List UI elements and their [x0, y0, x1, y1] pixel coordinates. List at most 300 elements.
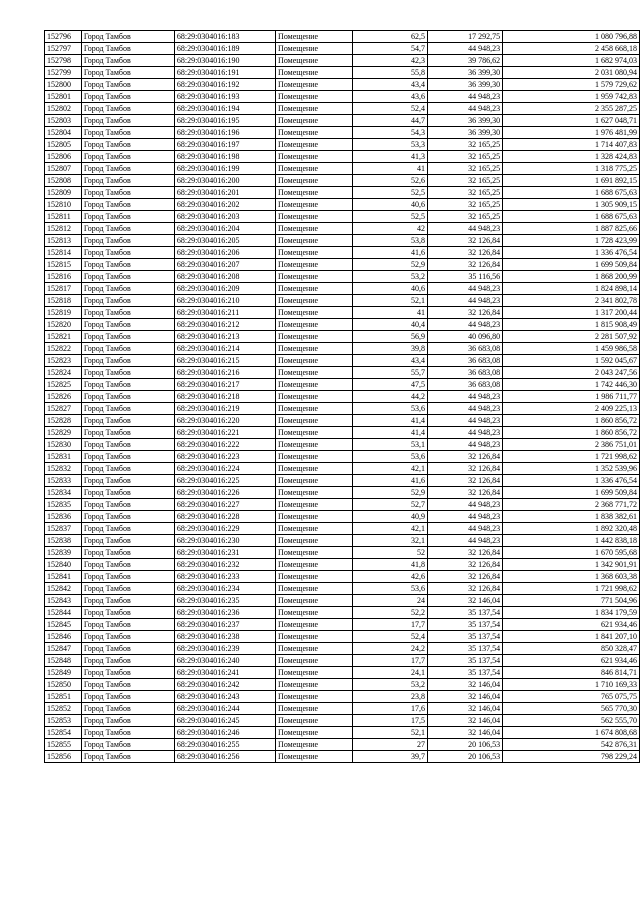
object-type-cell: Помещение: [276, 163, 353, 175]
area-cell: 39,7: [353, 751, 428, 763]
cadastral-value-cell: 850 328,47: [503, 643, 640, 655]
row-number-cell: 152825: [45, 379, 82, 391]
object-type-cell: Помещение: [276, 55, 353, 67]
cadastral-value-cell: 1 959 742,83: [503, 91, 640, 103]
table-row: [45, 751, 640, 763]
unit-value-cell: 44 948,23: [427, 295, 502, 307]
area-cell: 23,8: [353, 691, 428, 703]
cadastral-value-cell: 621 934,46: [503, 655, 640, 667]
city-cell: Город Тамбов: [81, 355, 174, 367]
cadastral-value-cell: 2 341 802,78: [503, 295, 640, 307]
row-number-cell: 152852: [45, 703, 82, 715]
cadastral-number-cell: 68:29:0304016:198: [174, 151, 275, 163]
city-cell: Город Тамбов: [81, 223, 174, 235]
object-type-cell: Помещение: [276, 235, 353, 247]
table-row: [45, 259, 640, 271]
unit-value-cell: 35 137,54: [427, 631, 502, 643]
object-type-cell: Помещение: [276, 463, 353, 475]
city-cell: Город Тамбов: [81, 115, 174, 127]
area-cell: 24,1: [353, 667, 428, 679]
table-row: [45, 151, 640, 163]
unit-value-cell: 44 948,23: [427, 499, 502, 511]
table-row: [45, 223, 640, 235]
table-row: [45, 427, 640, 439]
area-cell: 52,5: [353, 187, 428, 199]
object-type-cell: Помещение: [276, 703, 353, 715]
row-number-cell: 152834: [45, 487, 82, 499]
object-type-cell: Помещение: [276, 475, 353, 487]
cadastral-number-cell: 68:29:0304016:235: [174, 595, 275, 607]
row-number-cell: 152846: [45, 631, 82, 643]
cadastral-number-cell: 68:29:0304016:237: [174, 619, 275, 631]
object-type-cell: Помещение: [276, 547, 353, 559]
cadastral-value-cell: 1 710 169,33: [503, 679, 640, 691]
cadastral-number-cell: 68:29:0304016:193: [174, 91, 275, 103]
row-number-cell: 152800: [45, 79, 82, 91]
table-row: [45, 175, 640, 187]
cadastral-number-cell: 68:29:0304016:207: [174, 259, 275, 271]
cadastral-number-cell: 68:29:0304016:220: [174, 415, 275, 427]
cadastral-number-cell: 68:29:0304016:195: [174, 115, 275, 127]
area-cell: 55,8: [353, 67, 428, 79]
table-row: [45, 631, 640, 643]
city-cell: Город Тамбов: [81, 79, 174, 91]
area-cell: 52,9: [353, 259, 428, 271]
object-type-cell: Помещение: [276, 283, 353, 295]
area-cell: 40,9: [353, 511, 428, 523]
object-type-cell: Помещение: [276, 667, 353, 679]
unit-value-cell: 32 126,84: [427, 559, 502, 571]
city-cell: Город Тамбов: [81, 271, 174, 283]
city-cell: Город Тамбов: [81, 103, 174, 115]
cadastral-value-cell: 1 579 729,62: [503, 79, 640, 91]
unit-value-cell: 44 948,23: [427, 439, 502, 451]
cadastral-value-cell: 1 815 908,49: [503, 319, 640, 331]
row-number-cell: 152818: [45, 295, 82, 307]
city-cell: Город Тамбов: [81, 283, 174, 295]
unit-value-cell: 44 948,23: [427, 391, 502, 403]
table-row: [45, 727, 640, 739]
cadastral-value-cell: 1 442 838,18: [503, 535, 640, 547]
cadastral-value-cell: 1 860 856,72: [503, 427, 640, 439]
object-type-cell: Помещение: [276, 415, 353, 427]
cadastral-value-cell: 1 841 207,10: [503, 631, 640, 643]
city-cell: Город Тамбов: [81, 751, 174, 763]
object-type-cell: Помещение: [276, 439, 353, 451]
row-number-cell: 152856: [45, 751, 82, 763]
cadastral-number-cell: 68:29:0304016:208: [174, 271, 275, 283]
cadastral-value-cell: 846 814,71: [503, 667, 640, 679]
area-cell: 52,7: [353, 499, 428, 511]
cadastral-value-cell: 1 336 476,54: [503, 247, 640, 259]
row-number-cell: 152850: [45, 679, 82, 691]
unit-value-cell: 44 948,23: [427, 511, 502, 523]
row-number-cell: 152853: [45, 715, 82, 727]
city-cell: Город Тамбов: [81, 571, 174, 583]
row-number-cell: 152831: [45, 451, 82, 463]
object-type-cell: Помещение: [276, 427, 353, 439]
table-row: [45, 571, 640, 583]
row-number-cell: 152805: [45, 139, 82, 151]
table-row: [45, 643, 640, 655]
area-cell: 53,6: [353, 583, 428, 595]
city-cell: Город Тамбов: [81, 619, 174, 631]
cadastral-value-cell: 771 504,96: [503, 595, 640, 607]
area-cell: 52,1: [353, 727, 428, 739]
cadastral-number-cell: 68:29:0304016:196: [174, 127, 275, 139]
cadastral-value-cell: 1 721 998,62: [503, 583, 640, 595]
cadastral-value-cell: 1 688 675,63: [503, 211, 640, 223]
cadastral-number-cell: 68:29:0304016:238: [174, 631, 275, 643]
cadastral-number-cell: 68:29:0304016:219: [174, 403, 275, 415]
object-type-cell: Помещение: [276, 43, 353, 55]
unit-value-cell: 44 948,23: [427, 535, 502, 547]
area-cell: 52,9: [353, 487, 428, 499]
area-cell: 42,3: [353, 55, 428, 67]
object-type-cell: Помещение: [276, 79, 353, 91]
row-number-cell: 152829: [45, 427, 82, 439]
cadastral-value-cell: 2 355 287,25: [503, 103, 640, 115]
city-cell: Город Тамбов: [81, 643, 174, 655]
table-row: [45, 79, 640, 91]
cadastral-value-cell: 1 824 898,14: [503, 283, 640, 295]
area-cell: 41: [353, 163, 428, 175]
object-type-cell: Помещение: [276, 307, 353, 319]
area-cell: 43,4: [353, 355, 428, 367]
object-type-cell: Помещение: [276, 271, 353, 283]
row-number-cell: 152813: [45, 235, 82, 247]
cadastral-value-cell: 1 714 407,83: [503, 139, 640, 151]
row-number-cell: 152823: [45, 355, 82, 367]
object-type-cell: Помещение: [276, 571, 353, 583]
row-number-cell: 152839: [45, 547, 82, 559]
row-number-cell: 152843: [45, 595, 82, 607]
city-cell: Город Тамбов: [81, 43, 174, 55]
row-number-cell: 152815: [45, 259, 82, 271]
cadastral-number-cell: 68:29:0304016:236: [174, 607, 275, 619]
table-row: [45, 55, 640, 67]
area-cell: 53,2: [353, 679, 428, 691]
table-row: [45, 307, 640, 319]
unit-value-cell: 36 683,08: [427, 379, 502, 391]
area-cell: 53,8: [353, 235, 428, 247]
table-row: [45, 667, 640, 679]
object-type-cell: Помещение: [276, 535, 353, 547]
unit-value-cell: 32 126,84: [427, 235, 502, 247]
cadastral-number-cell: 68:29:0304016:243: [174, 691, 275, 703]
city-cell: Город Тамбов: [81, 547, 174, 559]
cadastral-number-cell: 68:29:0304016:233: [174, 571, 275, 583]
cadastral-value-cell: 1 742 446,30: [503, 379, 640, 391]
row-number-cell: 152842: [45, 583, 82, 595]
row-number-cell: 152814: [45, 247, 82, 259]
city-cell: Город Тамбов: [81, 523, 174, 535]
table-row: [45, 487, 640, 499]
unit-value-cell: 32 126,84: [427, 307, 502, 319]
cadastral-value-cell: 1 328 424,83: [503, 151, 640, 163]
area-cell: 27: [353, 739, 428, 751]
area-cell: 52,4: [353, 631, 428, 643]
row-number-cell: 152812: [45, 223, 82, 235]
unit-value-cell: 44 948,23: [427, 43, 502, 55]
row-number-cell: 152847: [45, 643, 82, 655]
table-row: [45, 619, 640, 631]
city-cell: Город Тамбов: [81, 139, 174, 151]
cadastral-value-cell: 1 728 423,99: [503, 235, 640, 247]
cadastral-value-cell: 1 699 509,84: [503, 487, 640, 499]
unit-value-cell: 17 292,75: [427, 31, 502, 43]
cadastral-number-cell: 68:29:0304016:213: [174, 331, 275, 343]
cadastral-number-cell: 68:29:0304016:191: [174, 67, 275, 79]
cadastral-number-cell: 68:29:0304016:225: [174, 475, 275, 487]
cadastral-number-cell: 68:29:0304016:231: [174, 547, 275, 559]
unit-value-cell: 32 126,84: [427, 247, 502, 259]
cadastral-number-cell: 68:29:0304016:200: [174, 175, 275, 187]
row-number-cell: 152836: [45, 511, 82, 523]
area-cell: 42,1: [353, 523, 428, 535]
object-type-cell: Помещение: [276, 403, 353, 415]
unit-value-cell: 44 948,23: [427, 283, 502, 295]
cadastral-number-cell: 68:29:0304016:189: [174, 43, 275, 55]
cadastral-number-cell: 68:29:0304016:227: [174, 499, 275, 511]
cadastral-value-cell: 1 691 892,15: [503, 175, 640, 187]
unit-value-cell: 32 126,84: [427, 475, 502, 487]
unit-value-cell: 32 146,04: [427, 703, 502, 715]
city-cell: Город Тамбов: [81, 403, 174, 415]
cadastral-number-cell: 68:29:0304016:192: [174, 79, 275, 91]
row-number-cell: 152833: [45, 475, 82, 487]
city-cell: Город Тамбов: [81, 439, 174, 451]
area-cell: 17,7: [353, 655, 428, 667]
unit-value-cell: 32 165,25: [427, 187, 502, 199]
city-cell: Город Тамбов: [81, 151, 174, 163]
object-type-cell: Помещение: [276, 511, 353, 523]
city-cell: Город Тамбов: [81, 487, 174, 499]
row-number-cell: 152844: [45, 607, 82, 619]
area-cell: 55,7: [353, 367, 428, 379]
city-cell: Город Тамбов: [81, 307, 174, 319]
table-row: [45, 391, 640, 403]
row-number-cell: 152848: [45, 655, 82, 667]
cadastral-value-cell: 1 592 045,67: [503, 355, 640, 367]
cadastral-number-cell: 68:29:0304016:244: [174, 703, 275, 715]
object-type-cell: Помещение: [276, 199, 353, 211]
city-cell: Город Тамбов: [81, 199, 174, 211]
object-type-cell: Помещение: [276, 115, 353, 127]
city-cell: Город Тамбов: [81, 127, 174, 139]
city-cell: Город Тамбов: [81, 379, 174, 391]
row-number-cell: 152820: [45, 319, 82, 331]
cadastral-value-cell: 2 409 225,13: [503, 403, 640, 415]
cadastral-number-cell: 68:29:0304016:230: [174, 535, 275, 547]
unit-value-cell: 20 106,53: [427, 751, 502, 763]
unit-value-cell: 36 683,08: [427, 355, 502, 367]
area-cell: 52,4: [353, 103, 428, 115]
unit-value-cell: 32 126,84: [427, 259, 502, 271]
cadastral-number-cell: 68:29:0304016:232: [174, 559, 275, 571]
unit-value-cell: 35 137,54: [427, 667, 502, 679]
unit-value-cell: 36 399,30: [427, 67, 502, 79]
unit-value-cell: 32 126,84: [427, 547, 502, 559]
area-cell: 53,6: [353, 403, 428, 415]
unit-value-cell: 35 137,54: [427, 607, 502, 619]
cadastral-value-cell: 1 688 675,63: [503, 187, 640, 199]
city-cell: Город Тамбов: [81, 607, 174, 619]
object-type-cell: Помещение: [276, 151, 353, 163]
table-row: [45, 703, 640, 715]
table-row: [45, 103, 640, 115]
cadastral-value-cell: 798 229,24: [503, 751, 640, 763]
area-cell: 41,4: [353, 427, 428, 439]
table-row: [45, 475, 640, 487]
city-cell: Город Тамбов: [81, 427, 174, 439]
cadastral-value-cell: 1 674 808,68: [503, 727, 640, 739]
cadastral-number-cell: 68:29:0304016:234: [174, 583, 275, 595]
area-cell: 44,2: [353, 391, 428, 403]
unit-value-cell: 32 126,84: [427, 451, 502, 463]
cadastral-value-cell: 2 043 247,56: [503, 367, 640, 379]
row-number-cell: 152798: [45, 55, 82, 67]
unit-value-cell: 35 137,54: [427, 655, 502, 667]
unit-value-cell: 36 399,30: [427, 79, 502, 91]
area-cell: 44,7: [353, 115, 428, 127]
city-cell: Город Тамбов: [81, 739, 174, 751]
city-cell: Город Тамбов: [81, 535, 174, 547]
unit-value-cell: 32 146,04: [427, 727, 502, 739]
unit-value-cell: 36 683,08: [427, 343, 502, 355]
object-type-cell: Помещение: [276, 631, 353, 643]
cadastral-number-cell: 68:29:0304016:203: [174, 211, 275, 223]
cadastral-number-cell: 68:29:0304016:222: [174, 439, 275, 451]
table-row: [45, 655, 640, 667]
row-number-cell: 152811: [45, 211, 82, 223]
cadastral-number-cell: 68:29:0304016:239: [174, 643, 275, 655]
cadastral-value-cell: 1 627 048,71: [503, 115, 640, 127]
object-type-cell: Помещение: [276, 319, 353, 331]
table-row: [45, 499, 640, 511]
city-cell: Город Тамбов: [81, 247, 174, 259]
area-cell: 62,5: [353, 31, 428, 43]
unit-value-cell: 32 146,04: [427, 715, 502, 727]
city-cell: Город Тамбов: [81, 295, 174, 307]
object-type-cell: Помещение: [276, 343, 353, 355]
city-cell: Город Тамбов: [81, 235, 174, 247]
row-number-cell: 152835: [45, 499, 82, 511]
unit-value-cell: 32 165,25: [427, 163, 502, 175]
city-cell: Город Тамбов: [81, 367, 174, 379]
unit-value-cell: 32 165,25: [427, 199, 502, 211]
unit-value-cell: 32 165,25: [427, 151, 502, 163]
area-cell: 53,3: [353, 139, 428, 151]
object-type-cell: Помещение: [276, 295, 353, 307]
cadastral-value-cell: 1 342 901,91: [503, 559, 640, 571]
table-row: [45, 343, 640, 355]
unit-value-cell: 39 786,62: [427, 55, 502, 67]
object-type-cell: Помещение: [276, 223, 353, 235]
cadastral-number-cell: 68:29:0304016:217: [174, 379, 275, 391]
city-cell: Город Тамбов: [81, 691, 174, 703]
table-row: [45, 691, 640, 703]
cadastral-number-cell: 68:29:0304016:206: [174, 247, 275, 259]
cadastral-value-cell: 1 887 825,66: [503, 223, 640, 235]
cadastral-number-cell: 68:29:0304016:201: [174, 187, 275, 199]
object-type-cell: Помещение: [276, 523, 353, 535]
table-row: [45, 115, 640, 127]
area-cell: 52,1: [353, 295, 428, 307]
cadastral-number-cell: 68:29:0304016:202: [174, 199, 275, 211]
table-row: [45, 715, 640, 727]
area-cell: 41: [353, 307, 428, 319]
city-cell: Город Тамбов: [81, 319, 174, 331]
cadastral-value-cell: 1 986 711,77: [503, 391, 640, 403]
cadastral-value-cell: 1 352 539,96: [503, 463, 640, 475]
area-cell: 53,2: [353, 271, 428, 283]
row-number-cell: 152854: [45, 727, 82, 739]
cadastral-number-cell: 68:29:0304016:256: [174, 751, 275, 763]
cadastral-value-cell: 621 934,46: [503, 619, 640, 631]
area-cell: 43,6: [353, 91, 428, 103]
row-number-cell: 152817: [45, 283, 82, 295]
object-type-cell: Помещение: [276, 655, 353, 667]
row-number-cell: 152827: [45, 403, 82, 415]
city-cell: Город Тамбов: [81, 55, 174, 67]
object-type-cell: Помещение: [276, 127, 353, 139]
table-row: [45, 559, 640, 571]
table-row: [45, 451, 640, 463]
unit-value-cell: 44 948,23: [427, 103, 502, 115]
city-cell: Город Тамбов: [81, 331, 174, 343]
row-number-cell: 152803: [45, 115, 82, 127]
property-table: [44, 30, 640, 763]
table-row: [45, 547, 640, 559]
area-cell: 52,5: [353, 211, 428, 223]
row-number-cell: 152808: [45, 175, 82, 187]
cadastral-number-cell: 68:29:0304016:224: [174, 463, 275, 475]
area-cell: 43,4: [353, 79, 428, 91]
table-row: [45, 235, 640, 247]
city-cell: Город Тамбов: [81, 727, 174, 739]
city-cell: Город Тамбов: [81, 259, 174, 271]
unit-value-cell: 44 948,23: [427, 403, 502, 415]
object-type-cell: Помещение: [276, 391, 353, 403]
cadastral-value-cell: 1 336 476,54: [503, 475, 640, 487]
row-number-cell: 152855: [45, 739, 82, 751]
table-row: [45, 331, 640, 343]
table-row: [45, 319, 640, 331]
area-cell: 17,7: [353, 619, 428, 631]
cadastral-value-cell: 1 318 775,25: [503, 163, 640, 175]
object-type-cell: Помещение: [276, 355, 353, 367]
cadastral-value-cell: 562 555,70: [503, 715, 640, 727]
city-cell: Город Тамбов: [81, 655, 174, 667]
row-number-cell: 152809: [45, 187, 82, 199]
area-cell: 40,6: [353, 199, 428, 211]
table-row: [45, 415, 640, 427]
city-cell: Город Тамбов: [81, 391, 174, 403]
cadastral-value-cell: 2 386 751,01: [503, 439, 640, 451]
object-type-cell: Помещение: [276, 727, 353, 739]
unit-value-cell: 32 126,84: [427, 571, 502, 583]
city-cell: Город Тамбов: [81, 511, 174, 523]
unit-value-cell: 44 948,23: [427, 523, 502, 535]
unit-value-cell: 32 146,04: [427, 595, 502, 607]
cadastral-value-cell: 1 682 974,03: [503, 55, 640, 67]
row-number-cell: 152806: [45, 151, 82, 163]
city-cell: Город Тамбов: [81, 559, 174, 571]
unit-value-cell: 32 126,84: [427, 487, 502, 499]
row-number-cell: 152796: [45, 31, 82, 43]
row-number-cell: 152851: [45, 691, 82, 703]
